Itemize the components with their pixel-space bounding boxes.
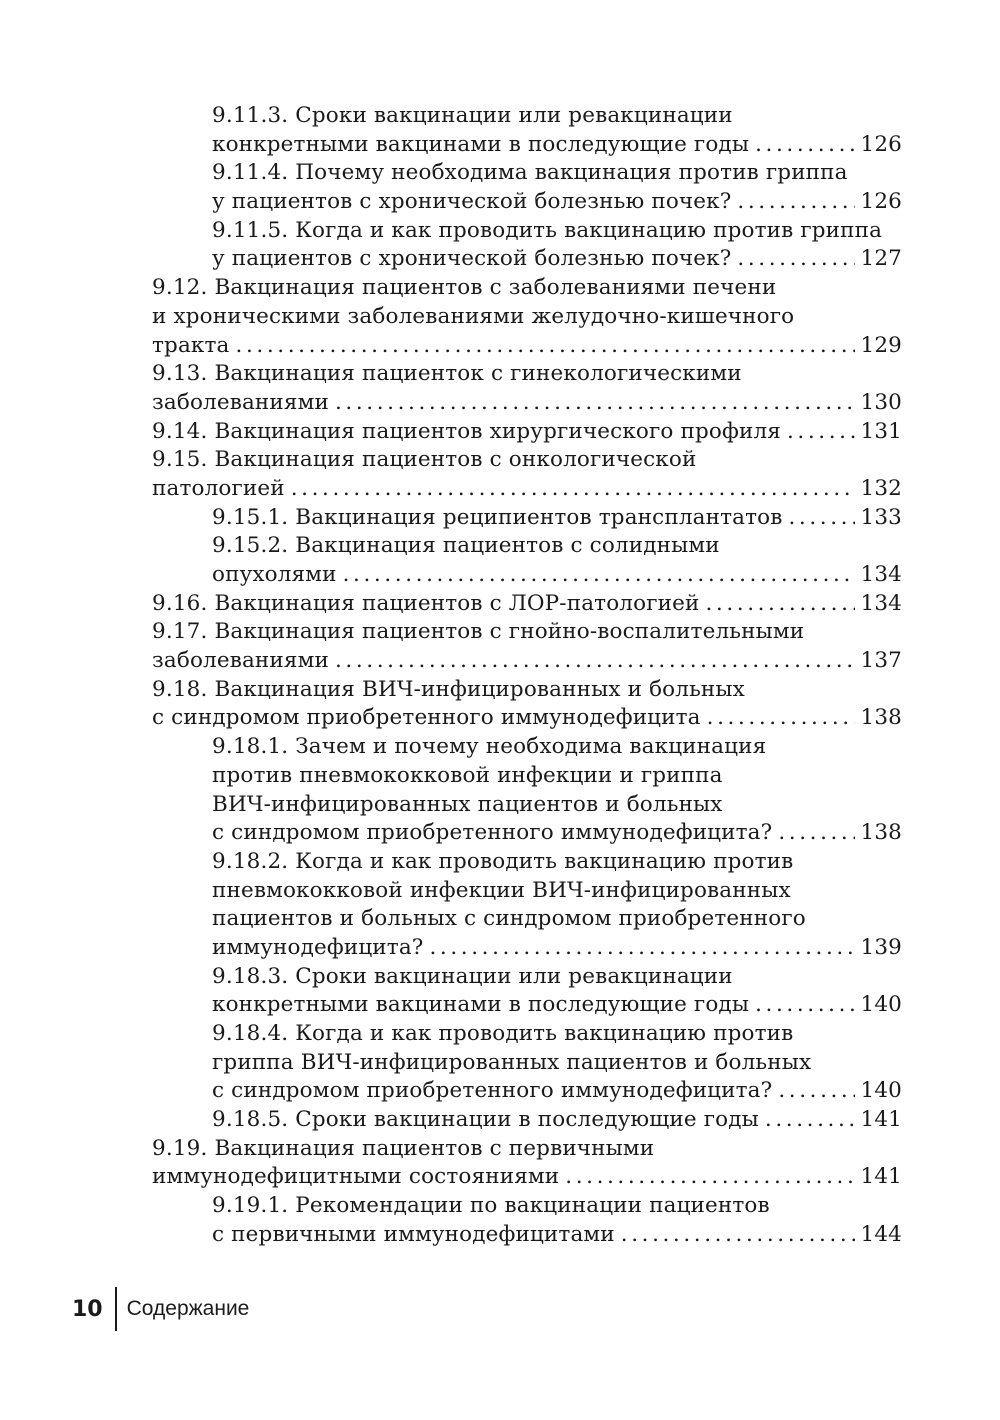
toc-page-number: 138	[860, 820, 902, 846]
toc-entry-line: 9.15.2. Вакцинация пациентов с солидными	[212, 533, 720, 559]
toc-page-number: 141	[860, 1164, 902, 1190]
toc-page-number: 131	[860, 418, 902, 444]
toc-entry-last-line	[152, 332, 902, 361]
toc-entry[interactable]	[152, 360, 902, 417]
dot-leader	[788, 504, 854, 533]
toc-entry-title: с синдромом приобретенного иммунодефицита	[152, 705, 701, 731]
toc-entry-line: гриппа ВИЧ-инфицированных пациентов и больных	[212, 1049, 812, 1075]
toc-entry[interactable]	[152, 676, 902, 733]
toc-entry[interactable]	[212, 217, 902, 274]
toc-entry[interactable]	[212, 504, 902, 533]
toc-entry[interactable]	[212, 733, 902, 848]
toc-page-number: 140	[860, 1078, 902, 1104]
toc-entry[interactable]	[212, 1192, 902, 1249]
toc-entry-title: опухолями	[212, 562, 337, 587]
toc-entry-title: конкретными вакцинами в последующие годы	[212, 992, 750, 1018]
toc-page-number: 139	[860, 934, 902, 960]
toc-entry-title: у пациентов с хронической болезнью почек?	[212, 246, 732, 272]
toc-entry-title: иммунодефицитными состояниями	[152, 1164, 560, 1190]
dot-leader	[707, 704, 855, 733]
dot-leader	[737, 188, 854, 217]
toc-page-number: 126	[860, 189, 902, 215]
dot-leader	[343, 561, 855, 590]
dot-leader	[335, 389, 855, 418]
toc-entry-line: ВИЧ-инфицированных пациентов и больных	[212, 791, 723, 817]
toc-entry-line: против пневмококковой инфекции и гриппа	[212, 762, 723, 788]
toc-entry-last-line	[152, 590, 902, 619]
toc-entry-line: 9.19.1. Рекомендации по вакцинации пациентов	[212, 1193, 770, 1219]
toc-entry-line: 9.11.5. Когда и как проводить вакцинацию против гриппа	[212, 217, 883, 243]
toc-entry-last-line	[152, 389, 902, 418]
toc-entry-title: с синдромом приобретенного иммунодефицита?	[212, 820, 773, 846]
toc-entry-line: 9.11.4. Почему необходима вакцинация против гриппа	[212, 160, 848, 186]
toc-entry[interactable]	[212, 159, 902, 216]
toc-entry[interactable]	[212, 963, 902, 1020]
dot-leader	[236, 332, 855, 361]
toc-entry-title: конкретными вакцинами в последующие годы	[212, 131, 750, 157]
toc-page-number: 133	[860, 504, 902, 530]
toc-entry-line: 9.18. Вакцинация ВИЧ-инфицированных и больных	[152, 676, 745, 702]
toc-entry-last-line	[152, 475, 902, 504]
toc-entry[interactable]	[212, 102, 902, 159]
dot-leader	[787, 418, 855, 447]
toc-entry-line: 9.12. Вакцинация пациентов с заболеваниями печени	[152, 275, 777, 301]
toc-page-number: 144	[860, 1221, 902, 1247]
page-number: 10	[72, 1296, 103, 1322]
toc-entry-title: патологией	[152, 475, 285, 501]
toc-entry-title: 9.16. Вакцинация пациентов с ЛОР-патологией	[152, 590, 700, 616]
dot-leader	[778, 819, 854, 848]
toc-entry[interactable]	[152, 446, 902, 503]
toc-entry[interactable]	[152, 1135, 902, 1192]
dot-leader	[429, 934, 854, 963]
dot-leader	[335, 647, 855, 676]
toc-entry-title: 9.18.5. Сроки вакцинации в последующие годы	[212, 1107, 759, 1133]
toc-page-number: 129	[860, 332, 902, 358]
toc-entry-last-line	[212, 188, 902, 217]
toc-page-number: 140	[860, 992, 902, 1018]
toc-entry-line: 9.18.1. Зачем и почему необходима вакцинация	[212, 734, 767, 760]
toc-entry-last-line	[212, 819, 902, 848]
dot-leader	[755, 991, 854, 1020]
dot-leader	[705, 590, 854, 619]
toc-entry-line: 9.17. Вакцинация пациентов с гнойно-воспалительными	[152, 619, 805, 645]
toc-page-number: 132	[860, 475, 902, 501]
toc-entry-last-line	[212, 245, 902, 274]
toc-entry-last-line	[152, 418, 902, 447]
toc-entry-title: иммунодефицита?	[212, 934, 424, 960]
dot-leader	[621, 1221, 855, 1250]
toc-entry-line: и хроническими заболеваниями желудочно-кишечного	[152, 303, 795, 329]
toc-entry-title: с первичными иммунодефицитами	[212, 1221, 615, 1247]
toc-entry-last-line	[212, 991, 902, 1020]
dot-leader	[765, 1106, 855, 1135]
dot-leader	[291, 475, 855, 504]
toc-entry-line: 9.15. Вакцинация пациентов с онкологической	[152, 447, 697, 473]
toc-entry[interactable]	[212, 848, 902, 963]
toc-entry-last-line	[212, 1077, 902, 1106]
toc-entry-title: тракта	[152, 332, 230, 358]
dot-leader	[778, 1077, 854, 1106]
toc-entry-title: 9.14. Вакцинация пациентов хирургического профиля	[152, 418, 781, 444]
toc-entry[interactable]	[212, 532, 902, 589]
toc-entry-title: заболеваниями	[152, 389, 329, 415]
toc-entry-title: 9.15.1. Вакцинация реципиентов трансплантатов	[212, 504, 783, 530]
toc-entry-title: с синдромом приобретенного иммунодефицита?	[212, 1078, 773, 1104]
toc-page-number: 141	[860, 1107, 902, 1133]
toc-entry-line: 9.11.3. Сроки вакцинации или ревакцинации	[212, 103, 733, 128]
toc-page-number: 127	[860, 246, 902, 272]
toc-page-number: 137	[860, 648, 902, 674]
toc-entry[interactable]	[152, 274, 902, 360]
toc-entry-line: 9.13. Вакцинация пациенток с гинекологическими	[152, 361, 742, 387]
toc-entry-last-line	[212, 561, 902, 590]
toc-entry-last-line	[212, 131, 902, 160]
toc-page-number: 130	[860, 389, 902, 415]
running-section-title: Содержание	[126, 1297, 250, 1320]
toc-entry-last-line	[212, 1221, 902, 1250]
toc-entry-line: 9.18.2. Когда и как проводить вакцинацию против	[212, 848, 794, 874]
toc-entry-last-line	[152, 1163, 902, 1192]
toc-page-number: 134	[860, 590, 902, 616]
toc-entry[interactable]	[212, 1106, 902, 1135]
toc-entry-last-line	[152, 647, 902, 676]
page-footer	[72, 1289, 249, 1329]
footer-divider	[115, 1287, 117, 1331]
toc-page-number: 138	[860, 705, 902, 731]
toc-entry-line: пациентов и больных с синдромом приобретенного	[212, 906, 806, 932]
toc-entry-last-line	[152, 704, 902, 733]
toc-entry-line: 9.19. Вакцинация пациентов с первичными	[152, 1135, 655, 1161]
toc-page-number: 134	[860, 562, 902, 587]
toc-entry-last-line	[212, 1106, 902, 1135]
toc-entry[interactable]	[152, 590, 902, 619]
toc-entry-title: заболеваниями	[152, 648, 329, 674]
toc-entry[interactable]	[212, 1020, 902, 1106]
table-of-contents	[152, 102, 902, 1250]
toc-entry[interactable]	[152, 618, 902, 675]
toc-entry-line: 9.18.4. Когда и как проводить вакцинацию против	[212, 1021, 794, 1046]
dot-leader	[755, 131, 854, 160]
dot-leader	[565, 1163, 854, 1192]
toc-page-number: 126	[860, 131, 902, 157]
toc-entry-line: пневмококковой инфекции ВИЧ-инфицированных	[212, 877, 791, 903]
toc-entry-last-line	[212, 934, 902, 963]
toc-entry-line: 9.18.3. Сроки вакцинации или ревакцинации	[212, 963, 733, 989]
dot-leader	[737, 245, 854, 274]
toc-entry-last-line	[212, 504, 902, 533]
toc-entry-title: у пациентов с хронической болезнью почек?	[212, 189, 732, 215]
toc-entry[interactable]	[152, 418, 902, 447]
